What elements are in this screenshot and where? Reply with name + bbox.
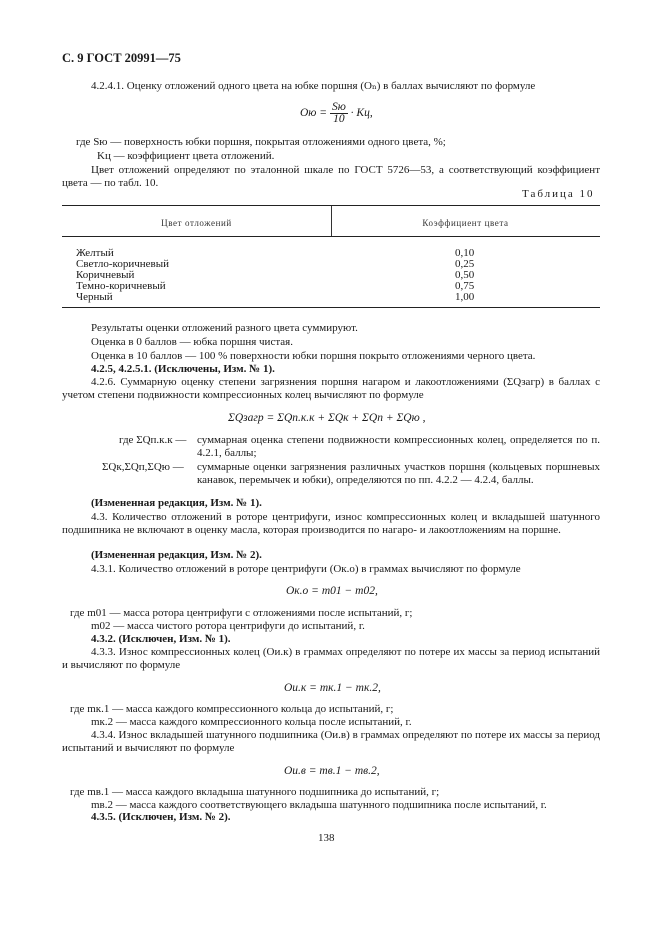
table-cell-color: Светло-коричневый (76, 258, 169, 270)
table-header-coefficient: Коэффициент цвета (422, 218, 509, 228)
excluded-note: 4.3.2. (Исключен, Изм. № 1). (91, 633, 231, 645)
fraction-denominator: 10 (333, 113, 345, 125)
table-cell-coefficient: 0,75 (455, 280, 475, 292)
where-text: суммарные оценки загрязнения различных участков поршня (кольцевых поршневых канавок, перемычек и юбки), определяются по пп. 4.2.2 — 4.2.4, баллы. (197, 461, 600, 486)
paragraph-4-3-4: 4.3.4. Износ вкладышей шатунного подшипника (Oи.в) в граммах определяют по потере их массы за период испытаний и вычисляют по формуле (62, 729, 600, 754)
where-symbol: где ΣQп.к.к — (119, 434, 187, 446)
where-text: суммарная оценка степени подвижности компрессионных колец, определяется по п. 4.2.1, баллы; (197, 434, 600, 459)
edit-note: (Измененная редакция, Изм. № 2). (91, 549, 262, 561)
table-header-rule (62, 236, 600, 237)
paragraph-4-3-1: 4.3.1. Количество отложений в роторе центрифуги (Oк.о) в граммах вычисляют по формуле (91, 563, 521, 575)
formula-skirt-rating (300, 102, 373, 125)
page-header: С. 9 ГОСТ 20991—75 (62, 51, 181, 65)
formula-lhs: Oю = (300, 107, 328, 120)
table-cell-coefficient: 0,25 (455, 258, 475, 270)
page-number: 138 (318, 832, 335, 844)
paragraph-4-3: 4.3. Количество отложений в роторе центрифуги, износ компрессионных колец и вкладышей шатунного подшипника не включают в оценку масла, которая производится по нагаро- и лакоотложениям на поршне. (62, 511, 600, 536)
text-line: Оценка в 0 баллов — юбка поршня чистая. (91, 336, 293, 348)
table-bottom-rule (62, 307, 600, 308)
table-header-color: Цвет отложений (161, 218, 232, 228)
paragraph-4-2-4-1: 4.2.4.1. Оценку отложений одного цвета на юбке поршня (Оₙ) в баллах вычисляют по формуле (91, 80, 536, 92)
formula-rhs: · Kц, (350, 107, 373, 120)
fraction-numerator: Sю (331, 101, 346, 113)
paragraph-color: Цвет отложений определяют по эталонной шкале по ГОСТ 5726—53, а соответствующий коэффициент цвета — по табл. 10. (62, 164, 600, 189)
edit-note: (Измененная редакция, Изм. № 1). (91, 497, 262, 509)
paragraph-4-2-6: 4.2.6. Суммарную оценку степени загрязнения поршня нагаром и лакоотложениями (ΣQзагр) в баллах с учетом степени подвижности компрессионных колец вычисляют по формуле (62, 376, 600, 401)
table-cell-coefficient: 0,10 (455, 247, 475, 259)
table-cell-coefficient: 1,00 (455, 291, 475, 303)
text-line: Результаты оценки отложений разного цвета суммируют. (91, 322, 358, 334)
where-line: m02 — масса чистого ротора центрифуги до испытаний, г. (91, 620, 365, 632)
formula-total-contamination: ΣQзагр = ΣQп.к.к + ΣQк + ΣQп + ΣQю , (228, 412, 426, 424)
where-line: где mв.1 — масса каждого вкладыша шатунного подшипника до испытаний, г; (70, 786, 440, 798)
table-cell-color: Черный (76, 291, 113, 303)
table-cell-color: Коричневый (76, 269, 135, 281)
where-line: где m01 — масса ротора центрифуги с отложениями после испытаний, г; (70, 607, 413, 619)
table-cell-coefficient: 0,50 (455, 269, 475, 281)
table-cell-color: Темно-коричневый (76, 280, 166, 292)
paragraph-4-3-3: 4.3.3. Износ компрессионных колец (Oи.к) в граммах определяют по потере их массы за период испытаний и вычисляют по формуле (62, 646, 600, 671)
where-line: mк.2 — масса каждого компрессионного кольца после испытаний, г. (91, 716, 412, 728)
formula-bearing-wear: Oи.в = mв.1 − mв.2, (284, 765, 380, 777)
where-symbol: ΣQк,ΣQп,ΣQю — (102, 461, 184, 473)
table-cell-color: Желтый (76, 247, 114, 259)
formula-centrifuge-deposits: Oк.о = m01 − m02, (286, 585, 378, 597)
where-line: где mк.1 — масса каждого компрессионного кольца до испытаний, г; (70, 703, 394, 715)
formula-ring-wear: Oи.к = mк.1 − mк.2, (284, 682, 381, 694)
text-line: Оценка в 10 баллов — 100 % поверхности юбки поршня покрыто отложениями черного цвета. (91, 350, 536, 362)
where-line: mв.2 — масса каждого соответствующего вкладыша шатунного подшипника после испытаний, г. (91, 799, 547, 811)
formula-fraction (330, 102, 348, 125)
table-label: Таблица 10 (522, 188, 595, 200)
excluded-note: 4.3.5. (Исключен, Изм. № 2). (91, 811, 231, 823)
where-line: Kц — коэффициент цвета отложений. (97, 150, 275, 162)
excluded-note: 4.2.5, 4.2.5.1. (Исключены, Изм. № 1). (91, 363, 275, 375)
where-line: где Sю — поверхность юбки поршня, покрытая отложениями одного цвета, %; (76, 136, 446, 148)
